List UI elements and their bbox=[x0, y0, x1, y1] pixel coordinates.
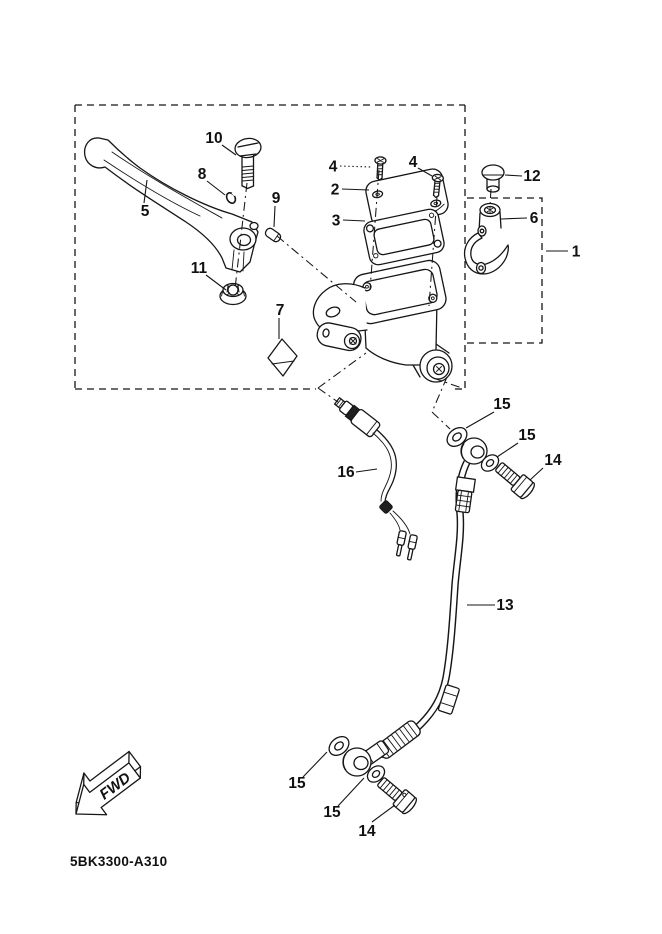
svg-text:9: 9 bbox=[271, 190, 281, 207]
bushing-pin bbox=[264, 227, 282, 244]
svg-text:13: 13 bbox=[496, 597, 514, 614]
switch-wire bbox=[377, 430, 396, 503]
split-washer bbox=[225, 191, 237, 205]
callout-4-left bbox=[329, 159, 372, 176]
svg-text:15: 15 bbox=[493, 396, 511, 413]
svg-text:8: 8 bbox=[197, 166, 207, 183]
brake-lever bbox=[85, 138, 258, 272]
callout-6 bbox=[501, 210, 539, 227]
callout-3 bbox=[332, 213, 365, 230]
fwd-label: FWD bbox=[96, 769, 134, 804]
svg-text:3: 3 bbox=[331, 212, 341, 230]
svg-text:16: 16 bbox=[337, 464, 355, 481]
callout-11 bbox=[191, 260, 226, 290]
callout-15-lower-b bbox=[323, 778, 364, 821]
callout-10 bbox=[205, 130, 236, 155]
callout-16 bbox=[337, 464, 377, 481]
svg-text:11: 11 bbox=[190, 260, 208, 277]
wire-ferrule bbox=[379, 500, 393, 514]
svg-text:15: 15 bbox=[288, 775, 306, 792]
svg-text:4: 4 bbox=[408, 154, 418, 171]
callout-13 bbox=[467, 597, 514, 614]
callout-1 bbox=[546, 244, 581, 261]
svg-text:14: 14 bbox=[544, 452, 562, 469]
callout-15-upper-b bbox=[497, 427, 536, 457]
svg-text:5: 5 bbox=[140, 203, 150, 220]
svg-text:2: 2 bbox=[330, 181, 340, 199]
axis-hose-down bbox=[432, 412, 450, 429]
svg-text:15: 15 bbox=[518, 427, 536, 444]
svg-text:1: 1 bbox=[571, 243, 581, 261]
brake-hose bbox=[343, 438, 487, 776]
spade-connector-a bbox=[394, 530, 406, 556]
cap-screw-left bbox=[374, 157, 386, 181]
axis-switch-down bbox=[318, 388, 338, 402]
callout-7 bbox=[276, 302, 285, 339]
callout-15-lower-a bbox=[288, 752, 327, 792]
pad-sheet bbox=[268, 339, 297, 376]
banjo-eye-lower bbox=[343, 748, 371, 776]
lever-pin-hole bbox=[250, 223, 258, 230]
cap-bolt bbox=[482, 165, 504, 192]
pivot-bolt bbox=[234, 137, 262, 189]
callout-8 bbox=[198, 166, 225, 195]
flange-nut bbox=[220, 284, 246, 305]
callout-9 bbox=[272, 190, 281, 227]
axis-box-corner bbox=[433, 378, 462, 388]
callout-15-upper-a bbox=[466, 396, 511, 428]
banjo-bolt-lower bbox=[374, 774, 419, 816]
svg-text:14: 14 bbox=[358, 823, 376, 840]
lever-pivot-boss bbox=[230, 228, 256, 250]
svg-text:12: 12 bbox=[523, 168, 541, 185]
spade-connector-b bbox=[405, 534, 417, 560]
axis-switch-up bbox=[318, 353, 366, 388]
handlebar-clamp bbox=[465, 204, 509, 275]
svg-text:6: 6 bbox=[529, 210, 539, 227]
svg-text:10: 10 bbox=[205, 130, 223, 147]
callout-14-upper bbox=[530, 452, 562, 480]
callout-12 bbox=[505, 168, 541, 185]
callout-2 bbox=[331, 182, 369, 199]
callout-14-lower bbox=[358, 805, 395, 840]
svg-text:15: 15 bbox=[323, 804, 341, 821]
svg-text:7: 7 bbox=[275, 302, 285, 319]
drawing-code: 5BK3300-A310 bbox=[70, 854, 168, 869]
fwd-arrow bbox=[59, 743, 151, 829]
svg-text:4: 4 bbox=[328, 158, 338, 176]
